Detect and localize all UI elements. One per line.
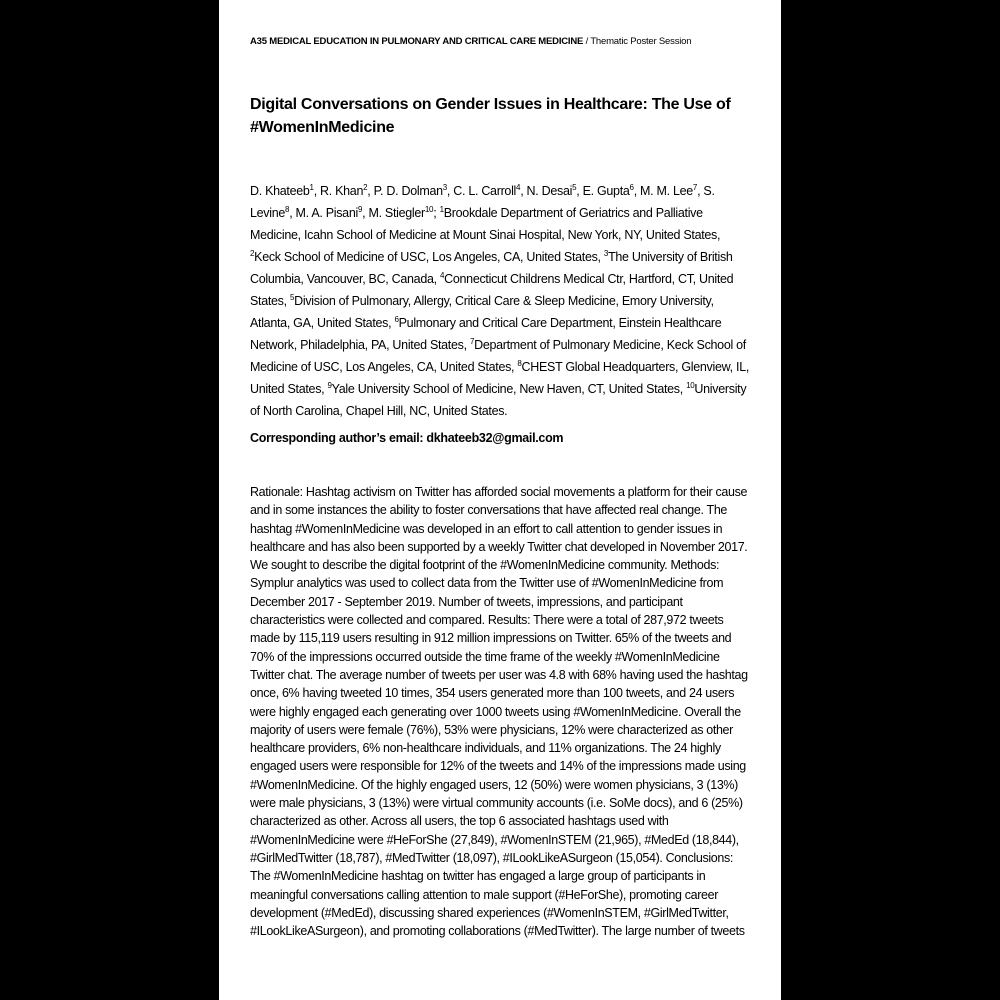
author-text: Keck School of Medicine of USC, Los Angeles, CA, United States, — [254, 250, 604, 264]
abstract-line: #GirlMedTwitter (18,787), #MedTwitter (18,097), #ILookLikeASurgeon (15,054). Conclusions: — [250, 850, 733, 865]
author-text: ; — [433, 206, 440, 220]
author-line — [250, 202, 755, 224]
author-text: University — [694, 382, 747, 396]
author-text: States, — [250, 294, 290, 308]
author-text: Levine — [250, 206, 286, 220]
affiliation-marker: 1 — [309, 183, 314, 192]
abstract-line: meaningful conversations calling attention to male support (#HeForShe), promoting career — [250, 887, 719, 902]
affiliation-marker: 2 — [250, 249, 255, 258]
affiliation-marker: 5 — [572, 183, 577, 192]
abstract-line: Rationale: Hashtag activism on Twitter has afforded social movements a platform for their cause — [250, 485, 748, 499]
author-line — [250, 290, 755, 312]
abstract-line: development (#MedEd), discussing shared experiences (#WomenInSTEM, #GirlMedTwitter, — [250, 905, 729, 920]
abstract-line: characterized as other. Across all users, the top 6 associated hashtags used with — [250, 814, 669, 829]
author-line — [250, 268, 755, 290]
abstract-line: were highly engaged each generating over 1000 tweets using #WomenInMedicine. Overall the — [250, 704, 741, 719]
author-text: , C. L. Carroll — [446, 184, 517, 198]
document-page — [219, 0, 781, 1000]
paper-title — [250, 93, 755, 139]
author-affiliations — [250, 180, 755, 422]
section-header-session: / Thematic Poster Session — [583, 36, 692, 47]
author-text: , M. Stiegler — [362, 206, 425, 220]
affiliation-marker: 1 — [439, 205, 444, 214]
affiliation-marker: 8 — [285, 205, 290, 214]
abstract-line: We sought to describe the digital footprint of the #WomenInMedicine community. Methods: — [250, 558, 720, 573]
abstract-line: 70% of the impressions occurred outside the time frame of the weekly #WomenInMedicine — [250, 649, 720, 664]
author-text: , S. — [697, 184, 715, 198]
affiliation-marker: 7 — [469, 337, 475, 346]
author-line — [250, 378, 755, 400]
abstract-line: majority of users were female (76%), 53% were physicians, 12% were characterized as other — [250, 722, 733, 737]
author-text: Atlanta, GA, United States, — [250, 316, 395, 330]
author-line — [250, 224, 755, 246]
author-text: Columbia, Vancouver, BC, Canada, — [250, 272, 440, 286]
affiliation-marker: 7 — [692, 183, 698, 192]
author-text: , E. Gupta — [576, 184, 630, 198]
corresponding-author-email: Corresponding author’s email: dkhateeb32@gmail.com — [250, 431, 564, 445]
author-text: , M. M. Lee — [633, 184, 693, 198]
abstract-line: made by 115,119 users resulting in 912 million impressions on Twitter. 65% of the tweets and — [250, 631, 732, 646]
author-line — [250, 400, 755, 422]
author-text: Medicine of USC, Los Angeles, CA, United States, — [250, 360, 518, 374]
affiliation-marker: 5 — [289, 293, 295, 302]
abstract-line: #ILookLikeASurgeon), and promoting collaborations (#MedTwitter). The large number of tweets — [250, 924, 745, 939]
author-text: CHEST Global Headquarters, Glenview, IL, — [521, 360, 750, 374]
affiliation-marker: 2 — [363, 183, 368, 192]
abstract-line: December 2017 - September 2019. Number of tweets, impressions, and participant — [250, 594, 683, 609]
affiliation-marker: 9 — [357, 205, 363, 214]
affiliation-marker: 3 — [603, 249, 609, 258]
abstract-line: Symplur analytics was used to collect data from the Twitter use of #WomenInMedicine from — [250, 576, 724, 591]
author-text: Department of Pulmonary Medicine, Keck School of — [474, 338, 746, 352]
abstract-line: were male physicians, 3 (13%) were virtual community accounts (i.e. SoMe docs), and 6 (25%) — [250, 796, 743, 811]
abstract-line: #WomenInMedicine were #HeForShe (27,849), #WomenInSTEM (21,965), #MedEd (18,844), — [250, 832, 739, 847]
author-text: Division of Pulmonary, Allergy, Critical Care & Sleep Medicine, Emory University, — [294, 294, 714, 308]
abstract-line: characteristics were collected and compared. Results: There were a total of 287,972 tweets — [250, 613, 724, 628]
affiliation-marker: 10 — [424, 205, 434, 214]
abstract-line: The #WomenInMedicine hashtag on twitter has engaged a large group of participants in — [250, 869, 706, 884]
author-line — [250, 180, 755, 202]
author-text: , R. Khan — [313, 184, 364, 198]
author-text: Yale University School of Medicine, New Haven, CT, United States, — [331, 382, 687, 396]
section-header-name: A35 MEDICAL EDUCATION IN PULMONARY AND CRITICAL CARE MEDICINE — [250, 36, 584, 47]
paper-title-line: #WomenInMedicine — [250, 119, 395, 136]
abstract-line: and in some instances the ability to foster conversations that have affected real change. The — [250, 503, 728, 518]
affiliation-marker: 3 — [442, 183, 447, 192]
affiliation-marker: 9 — [327, 381, 332, 390]
author-text: The University of British — [608, 250, 733, 264]
affiliation-marker: 6 — [629, 183, 634, 192]
author-text: Pulmonary and Critical Care Department, Einstein Healthcare — [398, 316, 722, 330]
author-text: United States, — [250, 382, 328, 396]
author-text: Brookdale Department of Geriatrics and Palliative — [443, 206, 703, 220]
abstract-line: #WomenInMedicine. Of the highly engaged users, 12 (50%) were women physicians, 3 (13%) — [250, 777, 738, 792]
section-header — [250, 36, 691, 47]
abstract-line: healthcare and has also been supported by a weekly Twitter chat developed in November 2017. — [250, 539, 748, 554]
affiliation-marker: 4 — [439, 271, 445, 280]
author-line — [250, 334, 755, 356]
paper-title-line: Digital Conversations on Gender Issues in Healthcare: The Use of — [250, 96, 731, 113]
author-text: Network, Philadelphia, PA, United States, — [250, 338, 470, 352]
abstract-line: healthcare providers, 6% non-healthcare individuals, and 11% organizations. The 24 highly — [250, 741, 721, 756]
author-text: Medicine, Icahn School of Medicine at Mount Sinai Hospital, New York, NY, United States, — [250, 228, 721, 242]
author-text: , M. A. Pisani — [289, 206, 358, 220]
author-text: D. Khateeb — [250, 184, 310, 198]
affiliation-marker: 6 — [394, 315, 399, 324]
author-text: , N. Desai — [520, 184, 573, 198]
affiliation-marker: 4 — [516, 183, 521, 192]
author-text: , P. D. Dolman — [367, 184, 443, 198]
abstract-body — [250, 483, 755, 940]
abstract-line: Twitter chat. The average number of tweets per user was 4.8 with 68% having used the hashtag — [250, 667, 748, 682]
author-text: of North Carolina, Chapel Hill, NC, United States. — [250, 404, 508, 418]
affiliation-marker: 10 — [686, 381, 695, 390]
author-line — [250, 246, 755, 268]
affiliation-marker: 8 — [517, 359, 522, 368]
abstract-line: hashtag #WomenInMedicine was developed in an effort to call attention to gender issues in — [250, 521, 723, 536]
author-line — [250, 312, 755, 334]
abstract-line: once, 6% having tweeted 10 times, 354 users generated more than 100 tweets, and 24 users — [250, 686, 735, 701]
author-text: Connecticut Childrens Medical Ctr, Hartford, CT, United — [444, 272, 734, 286]
abstract-line: engaged users were responsible for 12% of the tweets and 14% of the impressions made using — [250, 759, 746, 774]
author-line — [250, 356, 755, 378]
